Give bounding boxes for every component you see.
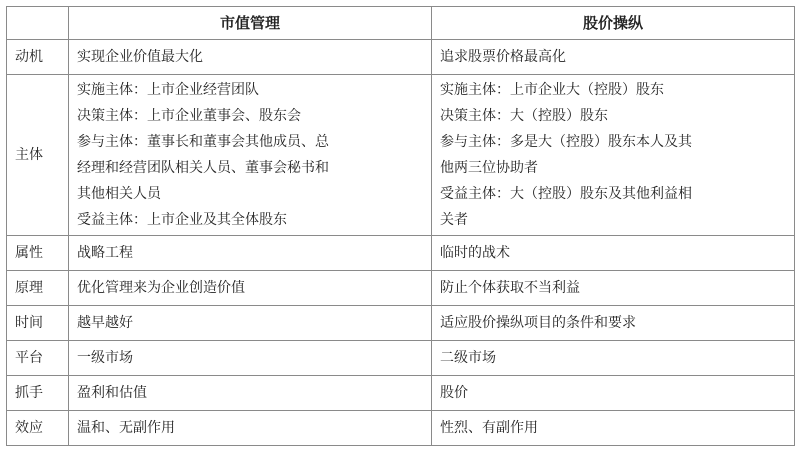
row-label: 动机 [7, 40, 69, 75]
table-row [7, 341, 795, 376]
cell-left [69, 376, 432, 411]
cell-line: 其他相关人员 [77, 186, 161, 202]
column-header-market-value-management: 市值管理 [69, 7, 432, 40]
cell-line: 适应股价操纵项目的条件和要求 [440, 315, 636, 331]
cell-line: 参与主体：董事长和董事会其他成员、总 [77, 134, 329, 150]
cell-line: 追求股票价格最高化 [440, 49, 566, 65]
table-row [7, 75, 795, 236]
cell-line: 他两三位协助者 [440, 160, 538, 176]
cell-line: 盈利和估值 [77, 385, 147, 401]
cell-right [432, 376, 795, 411]
row-label: 平台 [7, 341, 69, 376]
cell-line: 决策主体：大（控股）股东 [440, 108, 608, 124]
row-label: 属性 [7, 236, 69, 271]
column-header-stock-price-manipulation: 股价操纵 [432, 7, 795, 40]
table-row [7, 411, 795, 446]
cell-line: 一级市场 [77, 350, 133, 366]
row-label: 效应 [7, 411, 69, 446]
cell-left [69, 236, 432, 271]
cell-right [432, 411, 795, 446]
cell-line: 防止个体获取不当利益 [440, 280, 580, 296]
cell-right [432, 271, 795, 306]
table-row [7, 236, 795, 271]
table-row [7, 271, 795, 306]
cell-line: 温和、无副作用 [77, 420, 175, 436]
cell-line: 关者 [440, 212, 468, 228]
cell-line: 二级市场 [440, 350, 496, 366]
cell-right [432, 40, 795, 75]
table-row [7, 40, 795, 75]
row-label: 抓手 [7, 376, 69, 411]
cell-left [69, 306, 432, 341]
cell-line: 战略工程 [77, 245, 133, 261]
cell-right [432, 341, 795, 376]
table-row [7, 306, 795, 341]
cell-left [69, 341, 432, 376]
cell-line: 股价 [440, 385, 468, 401]
cell-line: 临时的战术 [440, 245, 510, 261]
cell-line: 决策主体：上市企业董事会、股东会 [77, 108, 301, 124]
row-label: 时间 [7, 306, 69, 341]
cell-line: 经理和经营团队相关人员、董事会秘书和 [77, 160, 329, 176]
cell-line: 越早越好 [77, 315, 133, 331]
cell-line: 受益主体：上市企业及其全体股东 [77, 212, 287, 228]
row-label: 主体 [7, 75, 69, 236]
cell-right [432, 75, 795, 236]
cell-line: 性烈、有副作用 [440, 420, 538, 436]
cell-line: 实现企业价值最大化 [77, 49, 203, 65]
cell-right [432, 306, 795, 341]
corner-cell [7, 7, 69, 40]
cell-line: 实施主体：上市企业经营团队 [77, 82, 259, 98]
cell-left [69, 411, 432, 446]
cell-left [69, 40, 432, 75]
cell-line: 参与主体：多是大（控股）股东本人及其 [440, 134, 692, 150]
cell-right [432, 236, 795, 271]
cell-left [69, 271, 432, 306]
cell-left [69, 75, 432, 236]
cell-line: 受益主体：大（控股）股东及其他利益相 [440, 186, 692, 202]
table-row [7, 376, 795, 411]
row-label: 原理 [7, 271, 69, 306]
comparison-table [6, 6, 795, 446]
header-row [7, 7, 795, 40]
cell-line: 实施主体：上市企业大（控股）股东 [440, 82, 664, 98]
cell-line: 优化管理来为企业创造价值 [77, 280, 245, 296]
